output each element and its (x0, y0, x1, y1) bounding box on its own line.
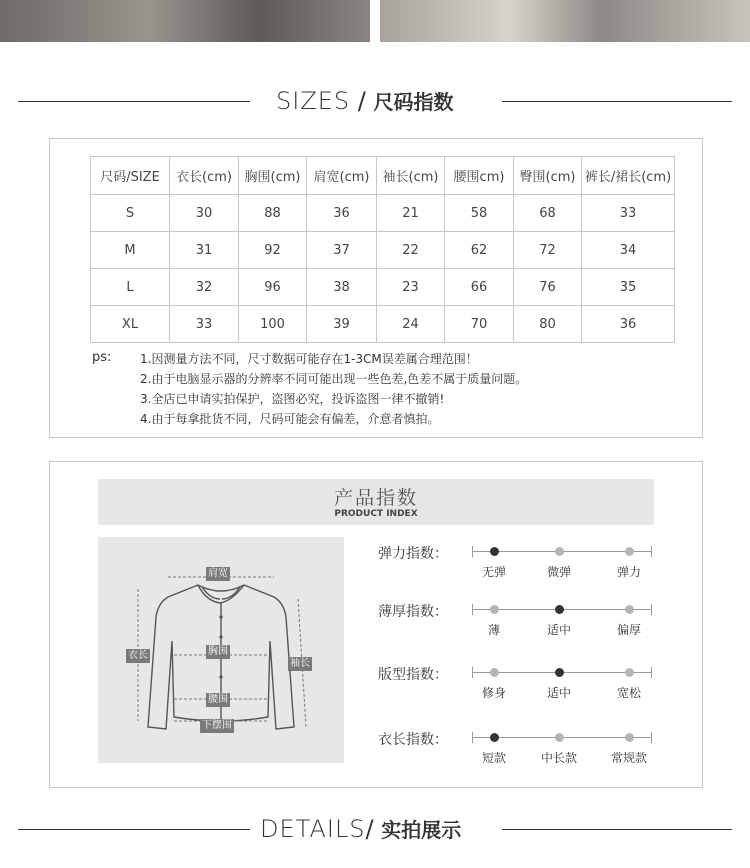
column-header: 肩宽(cm) (307, 157, 377, 195)
divider-line (18, 101, 250, 102)
table-cell: 66 (445, 269, 514, 306)
table-cell: 72 (514, 232, 582, 269)
scale-dot-selected (555, 668, 564, 677)
table-cell: 80 (514, 306, 582, 343)
product-index-banner (98, 479, 654, 525)
table-cell: 39 (307, 306, 377, 343)
table-row (91, 232, 675, 269)
index-label: 版型指数： (378, 667, 448, 683)
table-cell: 58 (445, 195, 514, 232)
table-cell: 33 (170, 306, 239, 343)
label-hem: 下摆围 (202, 720, 232, 731)
note-line: 1.因测量方法不同，尺寸数据可能存在1-3CM误差属合理范围！ (140, 352, 478, 366)
notes-prefix: ps: (92, 350, 112, 365)
scale-option: 短款 (481, 751, 507, 765)
table-cell: 22 (377, 232, 445, 269)
label-length: 衣长 (128, 650, 148, 661)
scale-option: 偏厚 (616, 623, 642, 637)
scale-option: 无弹 (481, 565, 507, 579)
top-photo-right (380, 0, 750, 42)
top-photo-left (0, 0, 370, 42)
table-cell: 100 (239, 306, 307, 343)
table-cell: 76 (514, 269, 582, 306)
column-header: 臀围(cm) (514, 157, 582, 195)
scale-dot-selected (555, 605, 564, 614)
table-cell: 37 (307, 232, 377, 269)
table-cell: 62 (445, 232, 514, 269)
table-cell: 96 (239, 269, 307, 306)
label-sleeve: 袖长 (290, 658, 310, 669)
scale-dot (555, 733, 564, 742)
table-row (91, 269, 675, 306)
table-cell: 70 (445, 306, 514, 343)
table-cell: M (91, 232, 170, 269)
scale-option: 弹力 (616, 565, 642, 579)
index-scale (472, 667, 652, 677)
label-chest: 胸围 (208, 646, 228, 657)
note-line: 3.全店已申请实拍保护，盗图必究，投诉盗图一律不撤销! (140, 392, 445, 406)
index-scale (472, 732, 652, 742)
scale-option: 微弹 (546, 565, 572, 579)
table-cell: 38 (307, 269, 377, 306)
table-cell: 35 (582, 269, 675, 306)
table-cell: L (91, 269, 170, 306)
table-cell: S (91, 195, 170, 232)
table-cell: 36 (307, 195, 377, 232)
column-header: 尺码/SIZE (91, 157, 170, 195)
scale-dot (490, 605, 499, 614)
column-header: 袖长(cm) (377, 157, 445, 195)
scale-dot (625, 547, 634, 556)
divider-line (502, 829, 732, 830)
divider-line (502, 101, 732, 102)
scale-option: 修身 (481, 686, 507, 700)
index-scale (472, 546, 652, 556)
scale-dot (625, 605, 634, 614)
table-cell: 92 (239, 232, 307, 269)
divider-line (18, 829, 250, 830)
scale-dot (625, 733, 634, 742)
label-waist: 腰围 (208, 694, 228, 705)
column-header: 胸围(cm) (239, 157, 307, 195)
table-cell: 36 (582, 306, 675, 343)
table-row (91, 195, 675, 232)
table-cell: 34 (582, 232, 675, 269)
scale-option: 宽松 (616, 686, 642, 700)
scale-dot (490, 668, 499, 677)
table-header-row (91, 157, 675, 195)
scale-option: 常规款 (610, 751, 648, 765)
table-cell: XL (91, 306, 170, 343)
product-index-subtitle: PRODUCT INDEX (334, 509, 418, 519)
scale-dot (625, 668, 634, 677)
product-index-title: 产品指数 (333, 487, 418, 509)
table-cell: 30 (170, 195, 239, 232)
table-cell: 31 (170, 232, 239, 269)
table-cell: 24 (377, 306, 445, 343)
table-cell: 32 (170, 269, 239, 306)
table-cell: 68 (514, 195, 582, 232)
table-row (91, 306, 675, 343)
column-header: 裤长/裙长(cm) (582, 157, 675, 195)
column-header: 腰围cm) (445, 157, 514, 195)
scale-option: 薄 (487, 623, 501, 637)
garment-diagram (98, 537, 344, 763)
scale-dot-selected (490, 733, 499, 742)
sizes-heading: SIZES / 尺码指数 (276, 87, 454, 115)
size-table (90, 156, 675, 343)
scale-dot (555, 547, 564, 556)
index-label: 衣长指数： (378, 732, 448, 748)
index-label: 薄厚指数： (378, 604, 448, 620)
note-line: 2.由于电脑显示器的分辨率不同可能出现一些色差,色差不属于质量问题。 (140, 372, 528, 386)
column-header: 衣长(cm) (170, 157, 239, 195)
table-cell: 33 (582, 195, 675, 232)
table-cell: 88 (239, 195, 307, 232)
table-cell: 21 (377, 195, 445, 232)
scale-option: 适中 (546, 686, 572, 700)
scale-dot-selected (490, 547, 499, 556)
note-line: 4.由于每拿批货不同，尺码可能会有偏差，介意者慎拍。 (140, 412, 440, 426)
scale-option: 适中 (546, 623, 572, 637)
details-heading: DETAILS/ 实拍展示 (260, 815, 462, 843)
table-cell: 23 (377, 269, 445, 306)
label-shoulder: 肩宽 (208, 568, 228, 579)
index-scale (472, 604, 652, 614)
scale-option: 中长款 (540, 751, 578, 765)
index-label: 弹力指数： (378, 546, 448, 562)
